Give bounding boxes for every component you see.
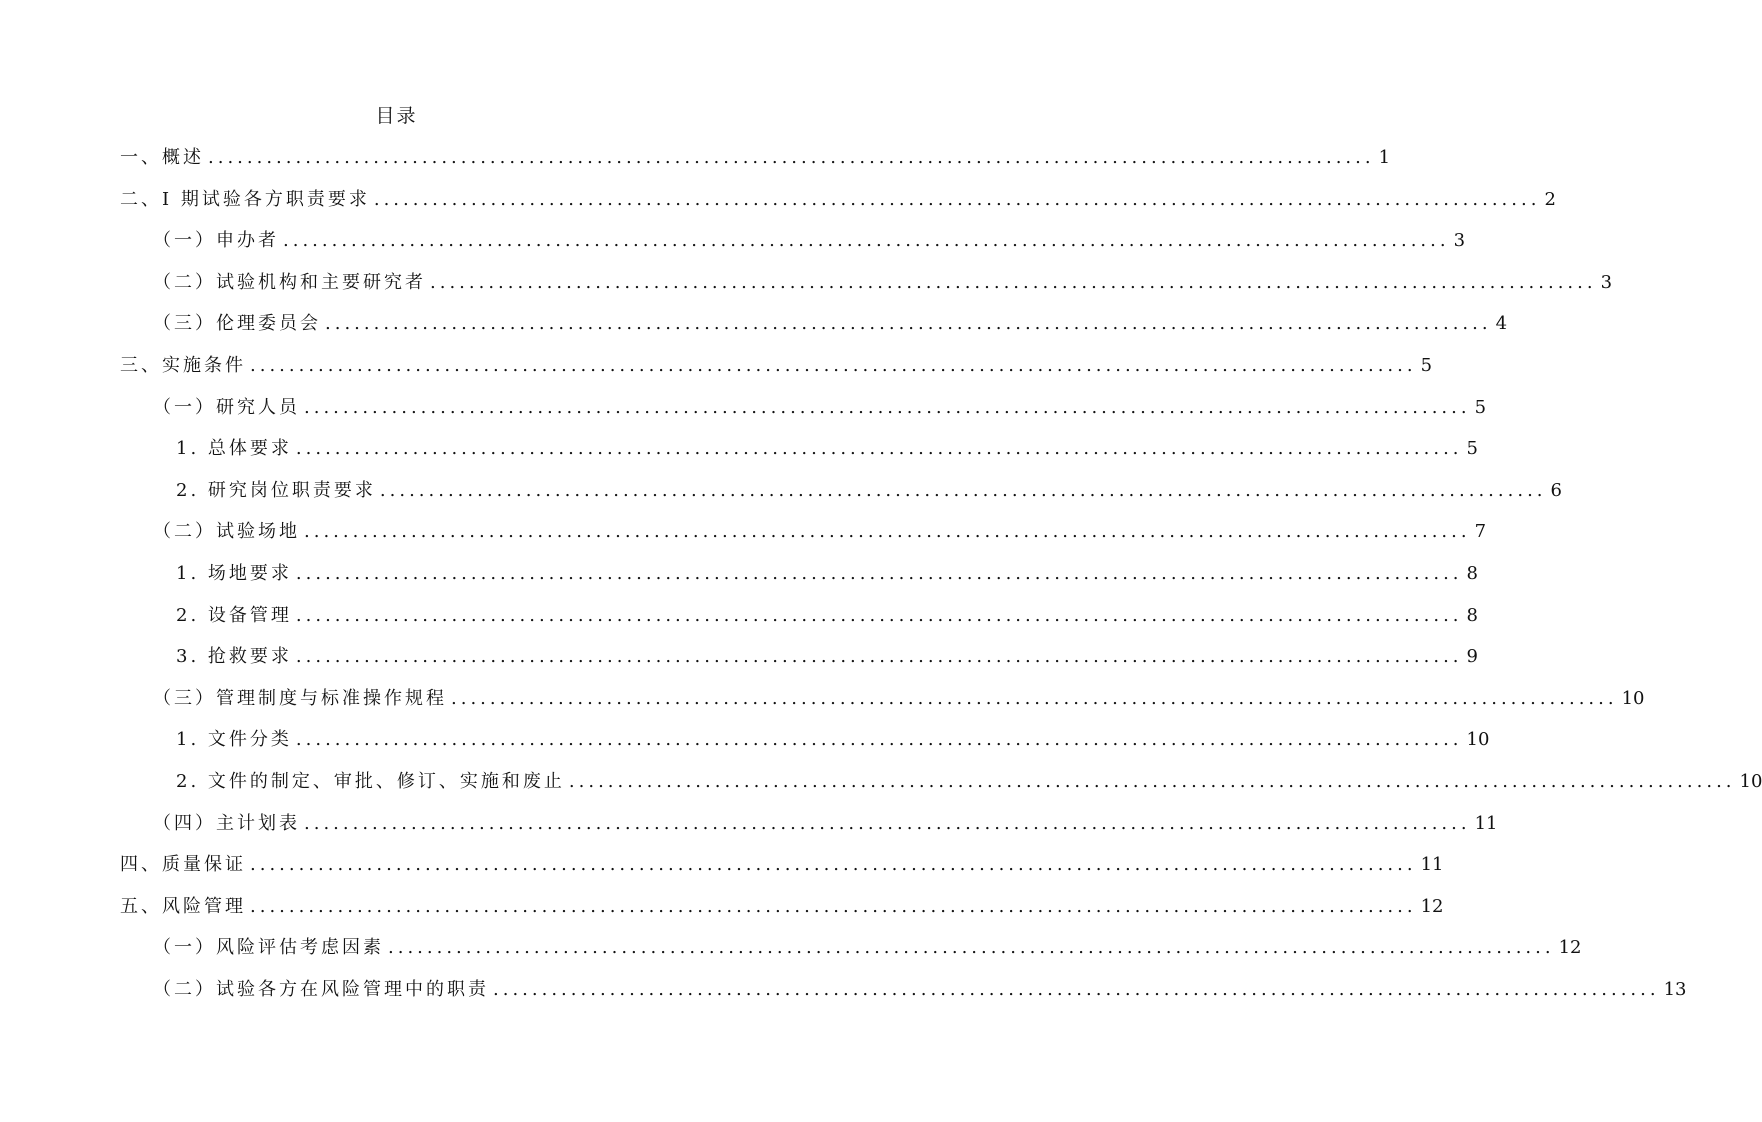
toc-entry-label: 一、概述	[120, 147, 204, 168]
toc-entry-label: 五、风险管理	[120, 896, 246, 917]
toc-entry[interactable]	[153, 224, 1466, 258]
toc-leader-dots: ........................................................................................................................	[208, 147, 1375, 168]
toc-leader-dots: ........................................................................................................................	[379, 480, 1547, 501]
toc-leader-dots: ........................................................................................................................	[304, 397, 1471, 418]
toc-entry[interactable]	[153, 307, 1508, 341]
toc-entry[interactable]	[153, 973, 1687, 1007]
toc-entry-page: 12	[1558, 937, 1582, 958]
toc-entry-page: 3	[1600, 272, 1613, 293]
toc-entry[interactable]	[153, 931, 1582, 965]
toc-leader-dots: ........................................................................................................................	[295, 646, 1463, 667]
toc-entry-label: （一）研究人员	[153, 397, 300, 418]
toc-leader-dots: ........................................................................................................................	[295, 438, 1463, 459]
toc-entry-label: （三）伦理委员会	[153, 313, 321, 334]
toc-entry-label: 二、I 期试验各方职责要求	[120, 189, 370, 210]
toc-entry-label: （三）管理制度与标准操作规程	[153, 688, 447, 709]
toc-leader-dots: ........................................................................................................................	[295, 563, 1463, 584]
toc-entry-page: 3	[1453, 230, 1466, 251]
toc-entry-page: 5	[1474, 397, 1487, 418]
toc-entry-page: 10	[1739, 771, 1762, 792]
toc-leader-dots: ........................................................................................................................	[250, 355, 1417, 376]
toc-entry[interactable]	[153, 682, 1645, 716]
toc-entry-page: 5	[1420, 355, 1433, 376]
toc-leader-dots: ........................................................................................................................	[373, 189, 1541, 210]
toc-entry-label: （一）申办者	[153, 230, 279, 251]
toc-entry-page: 11	[1420, 854, 1444, 875]
toc-entry-page: 10	[1466, 729, 1490, 750]
toc-entry-label: 四、质量保证	[120, 854, 246, 875]
toc-entry[interactable]	[120, 890, 1444, 924]
toc-entry-label: 1. 场地要求	[176, 563, 292, 584]
toc-entry-label: （二）试验机构和主要研究者	[153, 272, 426, 293]
toc-entry-label: 2. 研究岗位职责要求	[176, 480, 376, 501]
toc-leader-dots: ........................................................................................................................	[388, 937, 1555, 958]
toc-entry[interactable]	[120, 141, 1391, 175]
toc-entry-page: 8	[1466, 563, 1478, 584]
toc-entry-label: （二）试验场地	[153, 521, 300, 542]
toc-entry[interactable]	[153, 391, 1487, 425]
toc-leader-dots: ........................................................................................................................	[250, 896, 1417, 917]
toc-entry[interactable]	[176, 432, 1478, 466]
toc-entry-page: 8	[1466, 605, 1478, 626]
toc-entry-page: 1	[1378, 147, 1391, 168]
toc-entry-page: 10	[1621, 688, 1645, 709]
toc-entry-page: 7	[1474, 521, 1487, 542]
toc-leader-dots: ........................................................................................................................	[304, 521, 1471, 542]
toc-entry-page: 13	[1663, 979, 1687, 1000]
toc-leader-dots: ........................................................................................................................	[325, 313, 1492, 334]
toc-entry[interactable]	[176, 557, 1478, 591]
toc-entry-label: 2. 文件的制定、审批、修订、实施和废止	[176, 771, 565, 792]
toc-entry-page: 9	[1466, 646, 1478, 667]
toc-leader-dots: ........................................................................................................................	[568, 771, 1736, 792]
toc-entry[interactable]	[176, 640, 1478, 674]
toc-entry-label: 3. 抢救要求	[176, 646, 292, 667]
toc-entry[interactable]	[176, 474, 1562, 508]
toc-leader-dots: ........................................................................................................................	[304, 813, 1471, 834]
toc-leader-dots: ........................................................................................................................	[283, 230, 1450, 251]
toc-entry[interactable]	[120, 349, 1433, 383]
toc-entry-label: （二）试验各方在风险管理中的职责	[153, 979, 489, 1000]
toc-entry-label: （一）风险评估考虑因素	[153, 937, 384, 958]
toc-title: 目录	[375, 105, 418, 127]
toc-leader-dots: ........................................................................................................................	[451, 688, 1618, 709]
toc-entry-label: 三、实施条件	[120, 355, 246, 376]
toc-leader-dots: ........................................................................................................................	[493, 979, 1660, 1000]
toc-entry-page: 12	[1420, 896, 1444, 917]
toc-entry[interactable]	[176, 765, 1762, 799]
toc-entry[interactable]	[176, 723, 1490, 757]
toc-entry-label: 1. 文件分类	[176, 729, 292, 750]
toc-entry-label: 1. 总体要求	[176, 438, 292, 459]
toc-entry-label: （四）主计划表	[153, 813, 300, 834]
toc-entry[interactable]	[153, 807, 1498, 841]
toc-entry-page: 4	[1495, 313, 1508, 334]
toc-leader-dots: ........................................................................................................................	[250, 854, 1417, 875]
toc-entry-page: 5	[1466, 438, 1478, 459]
toc-entry-label: 2. 设备管理	[176, 605, 292, 626]
toc-entry[interactable]	[153, 266, 1613, 300]
toc-leader-dots: ........................................................................................................................	[295, 729, 1463, 750]
toc-entry-page: 2	[1544, 189, 1556, 210]
toc-leader-dots: ........................................................................................................................	[295, 605, 1463, 626]
toc-entry-page: 6	[1550, 480, 1562, 501]
toc-entry[interactable]	[153, 515, 1487, 549]
toc-entry[interactable]	[120, 183, 1556, 217]
toc-entry-page: 11	[1474, 813, 1498, 834]
toc-entry[interactable]	[120, 848, 1444, 882]
toc-leader-dots: ........................................................................................................................	[430, 272, 1597, 293]
toc-entry[interactable]	[176, 599, 1478, 633]
